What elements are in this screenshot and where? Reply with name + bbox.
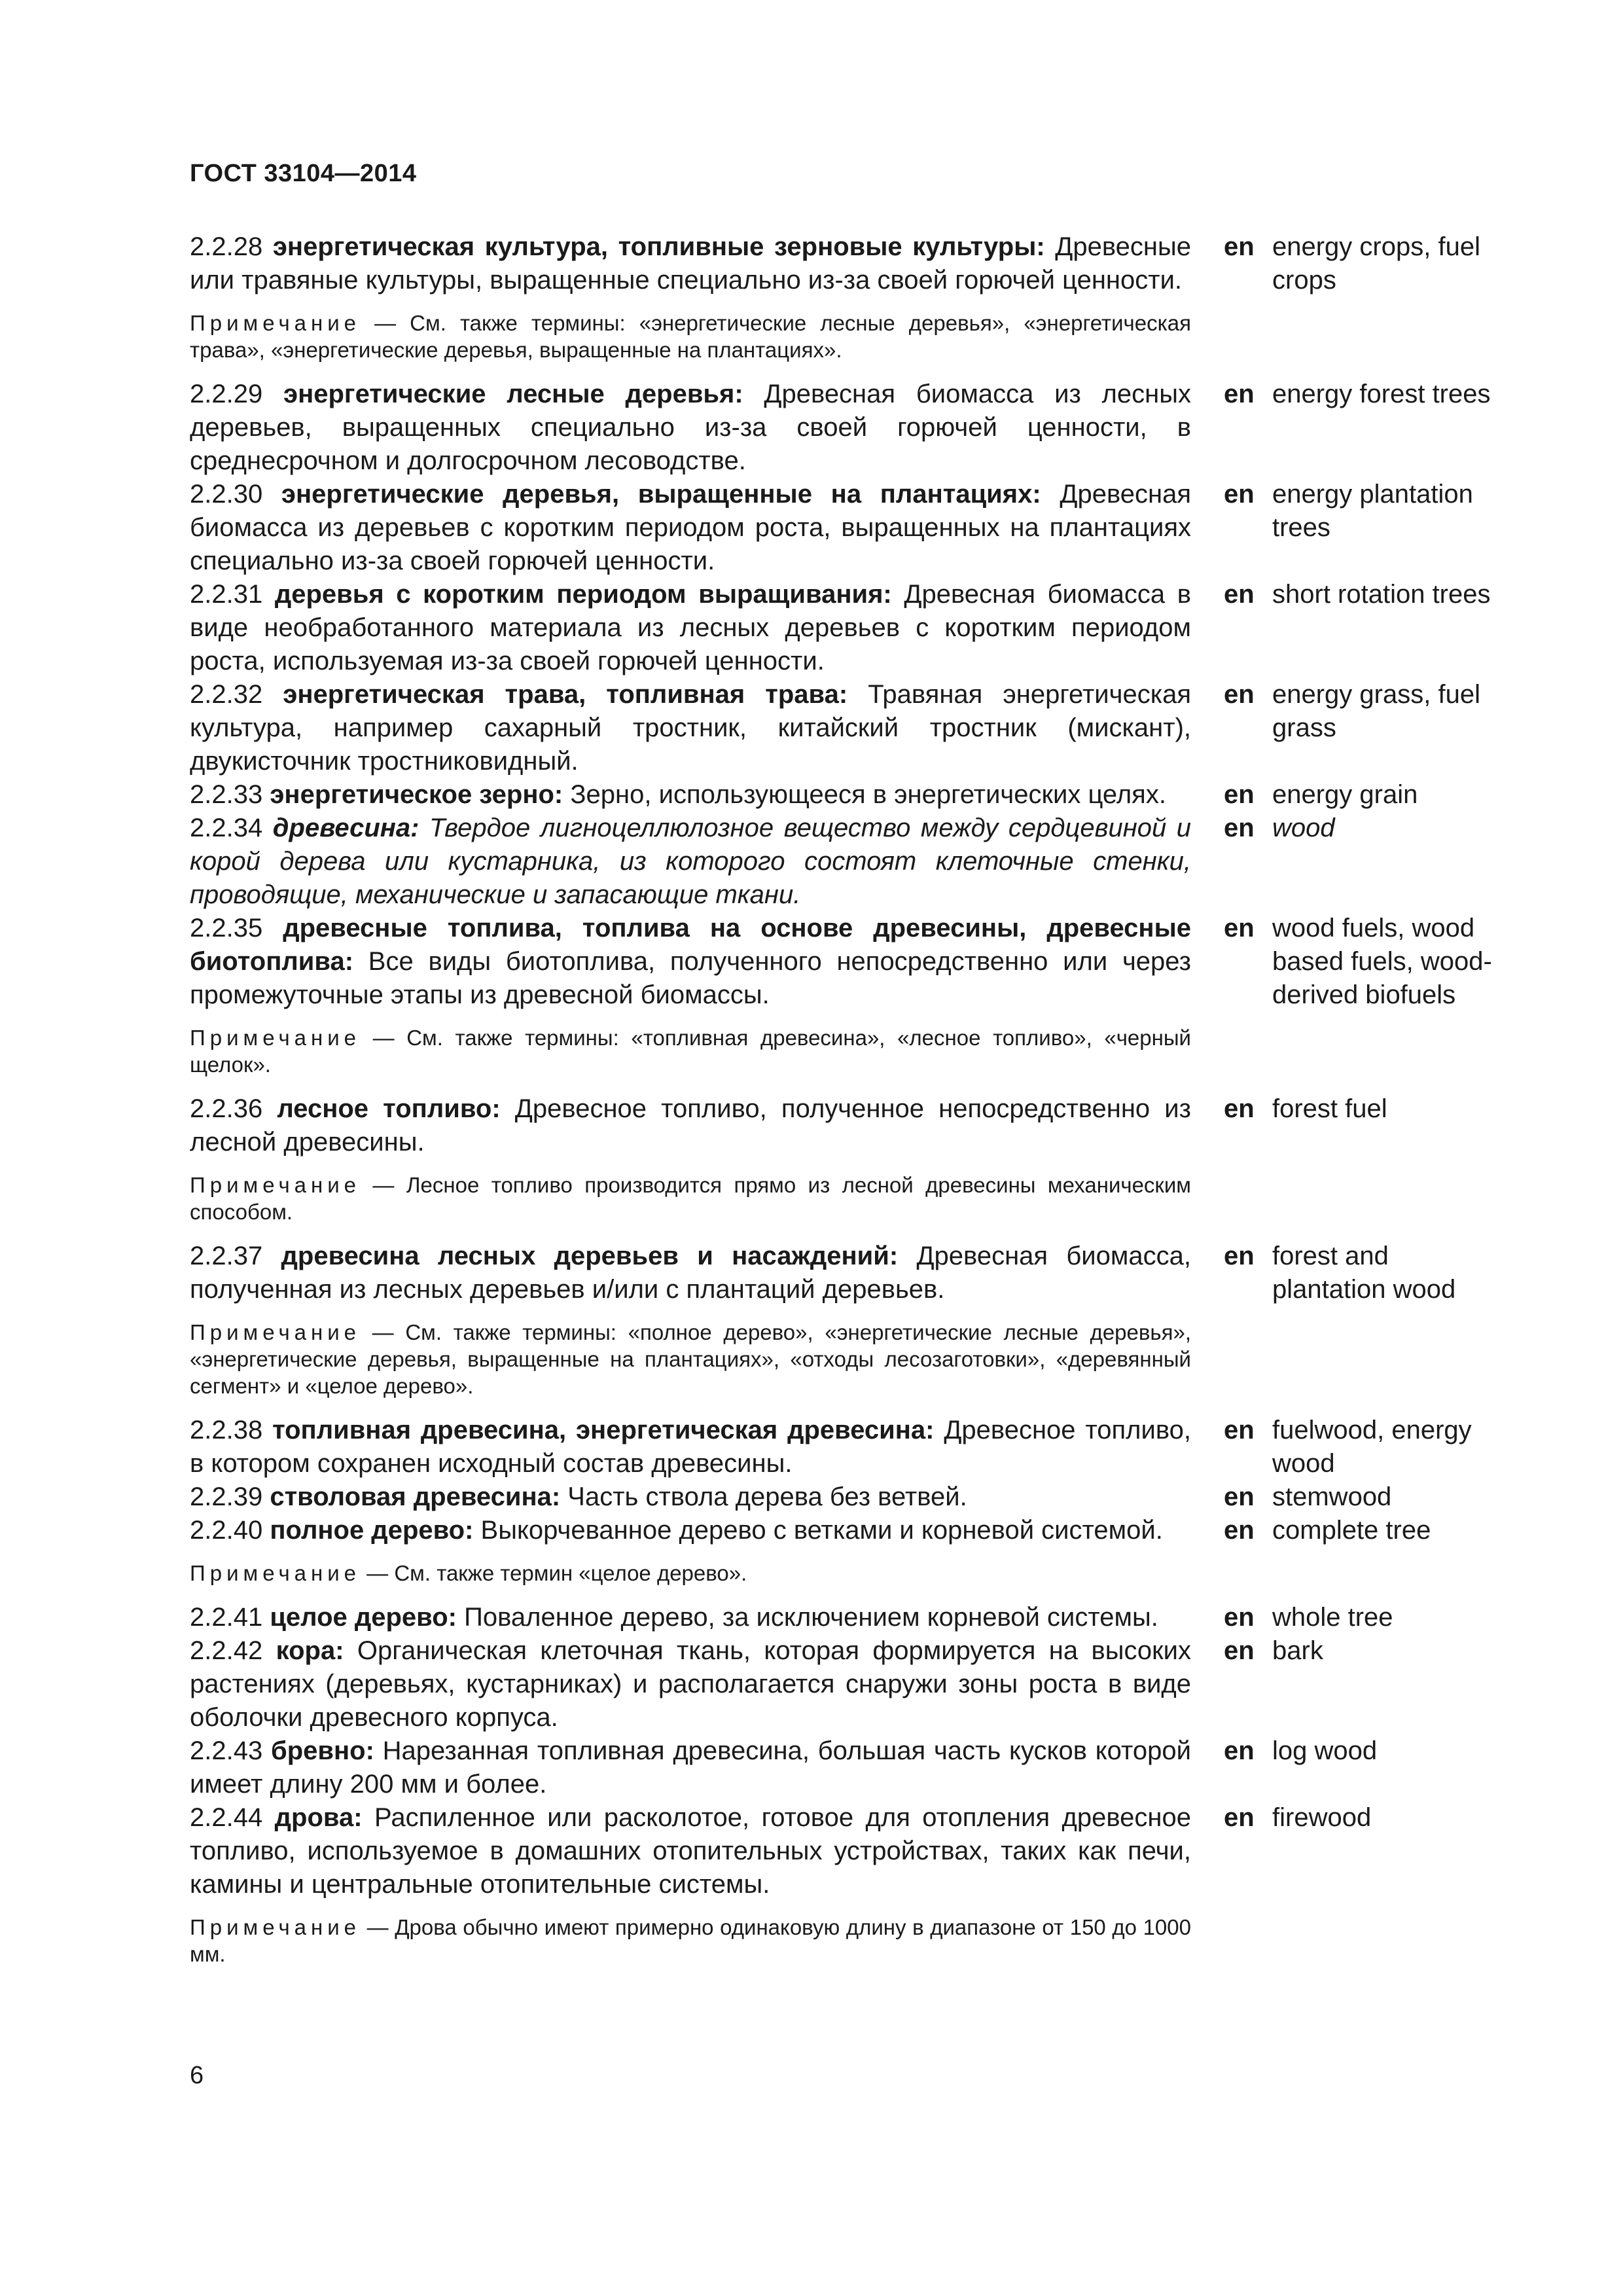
language-tag: en (1224, 480, 1255, 509)
term-definition (190, 1514, 1191, 1547)
language-tag: en (1224, 914, 1255, 942)
term-definition (190, 378, 1191, 478)
term-number: 2.2.35 (190, 914, 263, 942)
english-equivalent (1224, 1414, 1505, 1480)
definition-text: Травяная энергетическая культура, например сахарный тростник, китайский тростник (мискант), двукисточник тростниковидный. (190, 680, 1191, 776)
english-equivalent (1224, 578, 1505, 611)
english-equivalent (1224, 1092, 1505, 1126)
english-term: wood (1272, 814, 1335, 842)
english-equivalent (1224, 1480, 1505, 1514)
term-number: 2.2.43 (190, 1736, 263, 1765)
term-definition (190, 1734, 1191, 1801)
english-term: complete tree (1272, 1516, 1431, 1545)
note (190, 1024, 1191, 1078)
term-number: 2.2.32 (190, 680, 263, 709)
term-number: 2.2.39 (190, 1482, 263, 1511)
definition-text: Древесные или травяные культуры, выращенные специально из-за своей горючей ценности. (190, 232, 1192, 295)
english-equivalent (1224, 378, 1505, 411)
definition-text: Древесная биомасса, полученная из лесных деревьев и/или с плантаций деревьев. (190, 1242, 1191, 1304)
language-tag: en (1224, 1242, 1255, 1270)
term-definition (190, 578, 1191, 678)
term-number: 2.2.36 (190, 1094, 263, 1123)
language-tag: en (1224, 1482, 1255, 1511)
english-equivalent (1224, 1240, 1505, 1306)
term-number: 2.2.31 (190, 580, 263, 609)
note-label: Примечание (190, 1915, 361, 1939)
english-term: firewood (1272, 1803, 1372, 1832)
term-definition (190, 1092, 1191, 1159)
term-definition (190, 230, 1191, 297)
term-name: кора: (276, 1636, 344, 1665)
english-equivalent (1224, 778, 1505, 812)
language-tag: en (1224, 1416, 1255, 1444)
term-number: 2.2.33 (190, 780, 263, 809)
term-number: 2.2.34 (190, 814, 263, 842)
term-entry (190, 1734, 1505, 1801)
term-number: 2.2.29 (190, 380, 263, 408)
term-definition (190, 778, 1191, 812)
term-name: лесное топливо: (277, 1094, 501, 1123)
note (190, 1560, 1191, 1587)
term-name: стволовая древесина: (270, 1482, 561, 1511)
term-entry (190, 1514, 1505, 1547)
note (190, 1914, 1191, 1967)
definition-text: Поваленное дерево, за исключением корневой системы. (457, 1603, 1158, 1632)
note-text: — Дрова обычно имеют примерно одинаковую длину в диапазоне от 150 до 1000 мм. (190, 1915, 1191, 1966)
english-equivalent (1224, 1734, 1505, 1768)
term-name: бревно: (271, 1736, 374, 1765)
term-entry (190, 912, 1505, 1012)
english-term: bark (1272, 1636, 1323, 1665)
definition-text: Распиленное или расколотое, готовое для отопления древесное топливо, используемое в домашних отопительных устройствах, таких как печи, камины и центральные отопительные системы. (190, 1803, 1191, 1899)
term-definition (190, 1480, 1191, 1514)
english-term: short rotation trees (1272, 580, 1491, 609)
term-name: энергетическое зерно: (270, 780, 563, 809)
term-entry (190, 578, 1505, 678)
term-definition (190, 678, 1191, 778)
term-entry (190, 812, 1505, 912)
note (190, 1172, 1191, 1225)
term-entry (190, 378, 1505, 478)
term-name: древесина: (272, 814, 419, 842)
definition-text: Часть ствола дерева без ветвей. (560, 1482, 967, 1511)
term-entry (190, 778, 1505, 812)
note-label: Примечание (190, 1026, 361, 1050)
english-term: forest and plantation wood (1272, 1242, 1456, 1304)
term-name: топливная древесина, энергетическая древесина: (272, 1416, 935, 1444)
term-definition (190, 1801, 1191, 1901)
definition-text: Выкорчеванное дерево с ветками и корневой системой. (473, 1516, 1163, 1545)
language-tag: en (1224, 680, 1255, 709)
note (190, 1319, 1191, 1399)
note-label: Примечание (190, 1320, 361, 1344)
term-definition (190, 478, 1191, 578)
definition-text: Древесная биомасса из деревьев с коротким периодом роста, выращенных на плантациях специально из-за своей горючей ценности. (190, 480, 1191, 575)
definition-text: Все виды биотоплива, полученного непосредственно или через промежуточные этапы из древесной биомассы. (190, 947, 1191, 1009)
definition-text: Древесная биомасса из лесных деревьев, выращенных специально из-за своей горючей ценности, в среднесрочном и долгосрочном лесоводстве. (190, 380, 1191, 475)
english-term: wood fuels, wood based fuels, wood-derived biofuels (1272, 914, 1492, 1009)
language-tag: en (1224, 1636, 1255, 1665)
note-text: — Лесное топливо производится прямо из лесной древесины механическим способом. (190, 1173, 1191, 1224)
term-entry (190, 1414, 1505, 1480)
term-name: древесные топлива, топлива на основе древесины, древесные биотоплива: (190, 914, 1191, 976)
english-equivalent (1224, 1634, 1505, 1668)
document-header: ГОСТ 33104—2014 (190, 160, 417, 187)
english-term: energy crops, fuel crops (1272, 232, 1480, 295)
term-number: 2.2.28 (190, 232, 263, 261)
term-number: 2.2.30 (190, 480, 263, 509)
definition-text: Древесное топливо, в котором сохранен исходный состав древесины. (190, 1416, 1191, 1478)
term-entry (190, 1092, 1505, 1159)
english-term: log wood (1272, 1736, 1378, 1765)
english-equivalent (1224, 478, 1505, 545)
term-name: энергетические деревья, выращенные на плантациях: (281, 480, 1041, 509)
language-tag: en (1224, 380, 1255, 408)
term-entry (190, 1480, 1505, 1514)
term-name: дрова: (274, 1803, 363, 1832)
term-name: энергетические лесные деревья: (283, 380, 743, 408)
note-text: — См. также термины: «топливная древесина», «лесное топливо», «черный щелок». (190, 1026, 1191, 1077)
definition-text: Древесная биомасса в виде необработанного материала из лесных деревьев с коротким периодом роста, используемая из-за своей горючей ценности. (190, 580, 1191, 675)
definition-text: Твердое лигноцеллюлозное вещество между сердцевиной и корой дерева или кустарника, из которого состоят клеточные стенки, проводящие, механические и запасающие ткани. (190, 814, 1191, 909)
english-term: energy grass, fuel grass (1272, 680, 1480, 742)
english-equivalent (1224, 1514, 1505, 1547)
language-tag: en (1224, 1803, 1255, 1832)
english-term: whole tree (1272, 1603, 1393, 1632)
term-entry (190, 678, 1505, 778)
english-equivalent (1224, 1801, 1505, 1835)
term-entry (190, 478, 1505, 578)
english-term: energy forest trees (1272, 380, 1491, 408)
english-equivalent (1224, 1601, 1505, 1634)
term-number: 2.2.40 (190, 1516, 263, 1545)
english-term: energy grain (1272, 780, 1418, 809)
term-number: 2.2.37 (190, 1242, 263, 1270)
page-number: 6 (190, 2062, 204, 2089)
english-term: forest fuel (1272, 1094, 1387, 1123)
term-name: энергетическая культура, топливные зерновые культуры: (272, 232, 1045, 261)
term-entry (190, 1240, 1505, 1306)
note (190, 310, 1191, 363)
english-equivalent (1224, 230, 1505, 297)
note-text: — См. также термины: «полное дерево», «энергетические лесные деревья», «энергетические деревья, выращенные на плантациях», «отходы лесозаготовки», «деревянный сегмент» и «целое дерево». (190, 1320, 1191, 1398)
term-number: 2.2.38 (190, 1416, 263, 1444)
term-name: полное дерево: (270, 1516, 474, 1545)
term-definition (190, 1634, 1191, 1734)
term-number: 2.2.41 (190, 1603, 263, 1632)
note-text: — См. также термин «целое дерево». (361, 1561, 747, 1585)
language-tag: en (1224, 580, 1255, 609)
note-label: Примечание (190, 1561, 361, 1585)
language-tag: en (1224, 1736, 1255, 1765)
english-equivalent (1224, 912, 1505, 1012)
term-name: древесина лесных деревьев и насаждений: (281, 1242, 899, 1270)
term-definition (190, 1414, 1191, 1480)
term-entries (190, 230, 1505, 1982)
term-name: деревья с коротким периодом выращивания: (274, 580, 892, 609)
definition-text: Нарезанная топливная древесина, большая часть кусков которой имеет длину 200 мм и более. (190, 1736, 1191, 1799)
term-name: энергетическая трава, топливная трава: (283, 680, 848, 709)
language-tag: en (1224, 1603, 1255, 1632)
term-definition (190, 812, 1191, 912)
english-equivalent (1224, 678, 1505, 745)
term-number: 2.2.44 (190, 1803, 263, 1832)
term-name: целое дерево: (270, 1603, 457, 1632)
english-term: energy plantation trees (1272, 480, 1473, 542)
definition-text: Органическая клеточная ткань, которая формируется на высоких растениях (деревьях, кустарниках) и располагается снаружи зоны роста в виде оболочки древесного корпуса. (190, 1636, 1191, 1732)
english-term: stemwood (1272, 1482, 1392, 1511)
language-tag: en (1224, 1516, 1255, 1545)
definition-text: Зерно, использующееся в энергетических целях. (563, 780, 1166, 809)
language-tag: en (1224, 780, 1255, 809)
term-definition (190, 1240, 1191, 1306)
language-tag: en (1224, 232, 1255, 261)
definition-text: Древесное топливо, полученное непосредственно из лесной древесины. (190, 1094, 1191, 1157)
term-entry (190, 1601, 1505, 1634)
term-entry (190, 1634, 1505, 1734)
language-tag: en (1224, 1094, 1255, 1123)
english-term: fuelwood, energy wood (1272, 1416, 1472, 1478)
term-entry (190, 230, 1505, 297)
english-equivalent (1224, 812, 1505, 845)
note-label: Примечание (190, 311, 361, 335)
term-number: 2.2.42 (190, 1636, 263, 1665)
language-tag: en (1224, 814, 1255, 842)
note-text: — См. также термины: «энергетические лесные деревья», «энергетическая трава», «энергетические деревья, выращенные на плантациях». (190, 311, 1191, 362)
term-definition (190, 912, 1191, 1012)
term-entry (190, 1801, 1505, 1901)
term-definition (190, 1601, 1191, 1634)
note-label: Примечание (190, 1173, 361, 1197)
